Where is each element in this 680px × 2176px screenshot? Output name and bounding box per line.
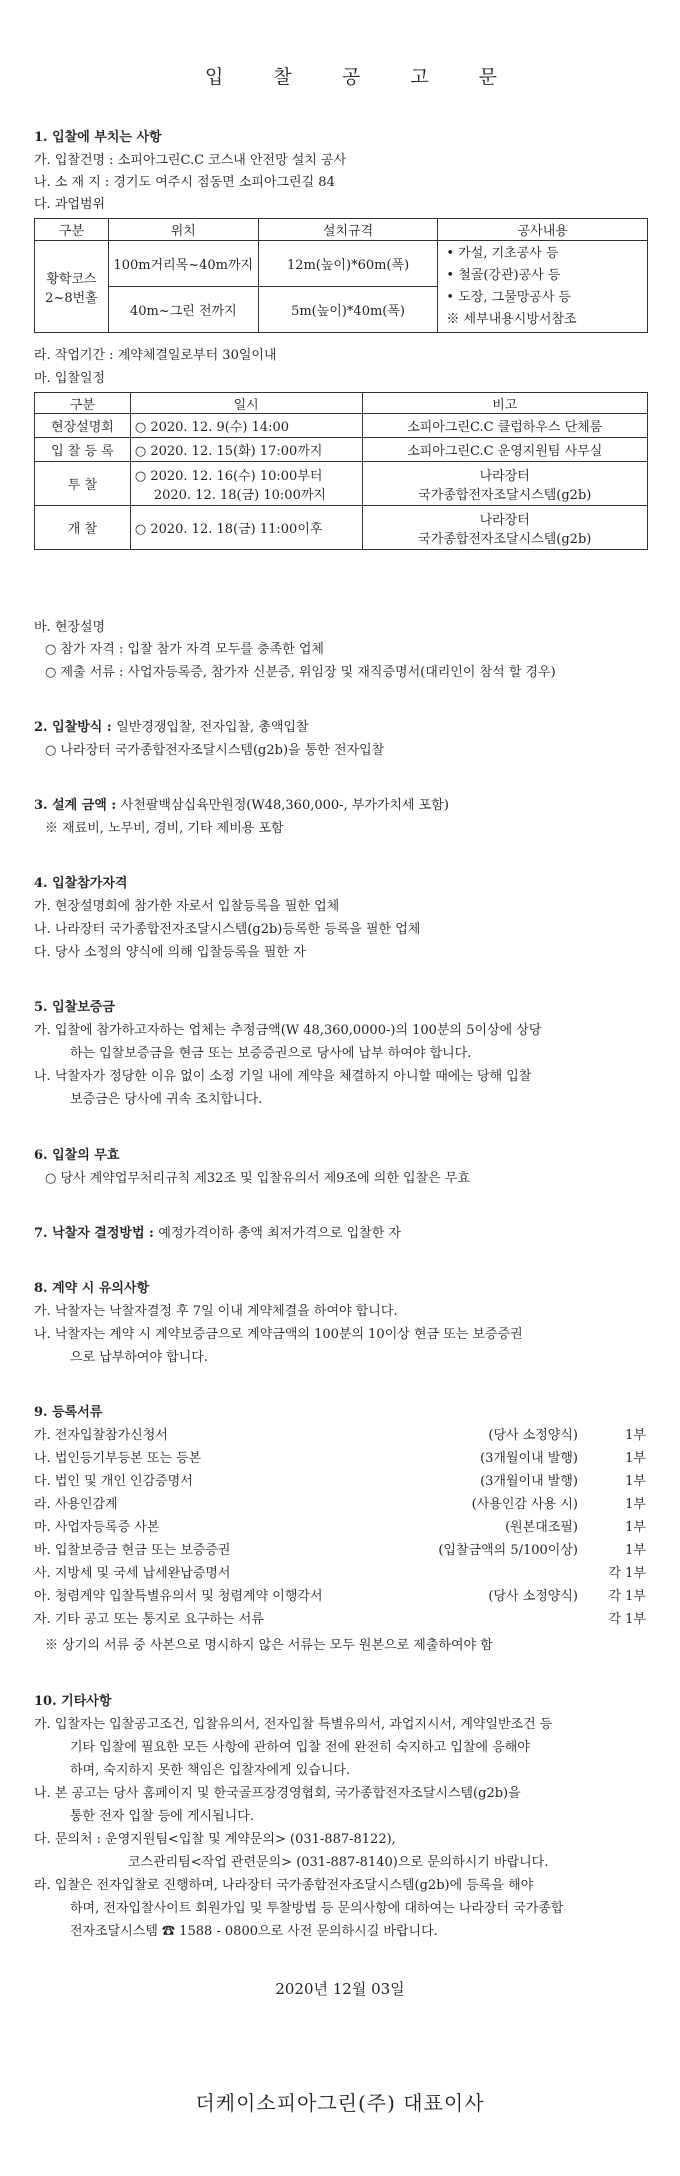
bid-bond-item-cont: 보증금은 당사에 귀속 조치합니다. <box>70 1092 263 1107</box>
document-item-note: (입찰금액의 5/100이상) <box>438 1543 578 1558</box>
schedule-header-category: 구분 <box>35 393 131 414</box>
contract-note: 가. 낙찰자는 낙찰자결정 후 7일 이내 계약체결을 하여야 합니다. <box>34 1304 398 1319</box>
schedule-row-note: 소피아그린C.C 클럽하우스 단체룸 <box>362 414 648 438</box>
document-item-qty: 각 1부 <box>608 1589 646 1604</box>
project-location: 나. 소 재 지 : 경기도 여주시 점동면 소피아그린길 84 <box>34 175 335 190</box>
document-item-label: 라. 사용인감계 <box>34 1497 118 1512</box>
qualification-item: 가. 현장설명회에 참가한 자로서 입찰등록을 필한 업체 <box>34 899 340 914</box>
misc-item: 가. 입찰자는 입찰공고조건, 입찰유의서, 전자입찰 특별유의서, 과업지시서, 계약일반조건 등 <box>34 1717 553 1732</box>
document-item-note: (당사 소정양식) <box>488 1428 578 1443</box>
schedule-row-note <box>362 506 648 550</box>
scope-row-location: 40m~그린 전까지 <box>108 287 258 333</box>
scope-table <box>34 218 648 333</box>
schedule-row <box>35 506 648 550</box>
scope-group-holes: 2~8번홀 <box>45 290 98 306</box>
section-9-heading: 9. 등록서류 <box>34 1405 103 1420</box>
document-item-note: (당사 소정양식) <box>488 1589 578 1604</box>
section-1-heading: 1. 입찰에 부치는 사항 <box>34 130 162 145</box>
bid-bond-item: 나. 낙찰자가 정당한 이유 없이 소정 기일 내에 계약을 체결하지 아니할 때에는 당해 입찰 <box>34 1069 532 1084</box>
section-10-heading: 10. 기타사항 <box>34 1694 112 1709</box>
scope-work-note: ※ 세부내용시방서참조 <box>446 311 577 327</box>
schedule-row-label: 입 찰 등 록 <box>35 438 131 462</box>
bid-bond-item: 가. 입찰에 참가하고자하는 업체는 추정금액(W 48,360,0000-)의 100분의 5이상에 상당 <box>34 1023 542 1038</box>
section-3-label: 3. 설계 금액 : <box>34 798 117 813</box>
schedule-row-note: 소피아그린C.C 운영지원팀 사무실 <box>362 438 648 462</box>
section-7-value: 예정가격이하 총액 최저가격으로 입찰한 자 <box>158 1226 401 1241</box>
section-2-label: 2. 입찰방식 : <box>34 720 112 735</box>
document-item-qty: 1부 <box>625 1520 646 1535</box>
schedule-row-note <box>362 462 648 506</box>
page-title: 입 찰 공 고 문 <box>205 66 519 88</box>
schedule-header-note: 비고 <box>362 393 648 414</box>
misc-item: 라. 입찰은 전자입찰로 진행하며, 나라장터 국가종합전자조달시스템(g2b)에 등록을 해야 <box>34 1878 534 1893</box>
section-7-heading <box>34 1222 401 1241</box>
schedule-note-line: 국가종합전자조달시스템(g2b) <box>418 487 592 503</box>
invalid-bid-item: ○ 당사 계약업무처리규칙 제32조 및 입찰유의서 제9조에 의한 입찰은 무효 <box>45 1171 470 1186</box>
documents-note: ※ 상기의 서류 중 사본으로 명시하지 않은 서류는 모두 원본으로 제출하여야 함 <box>45 1638 493 1653</box>
contract-note-cont: 으로 납부하여야 합니다. <box>70 1350 208 1365</box>
document-item-label: 바. 입찰보증금 현금 또는 보증증권 <box>34 1543 231 1558</box>
section-3-heading <box>34 794 449 813</box>
design-amount-note: ※ 재료비, 노무비, 경비, 기타 제비용 포함 <box>45 821 284 836</box>
scope-work-cell <box>438 241 648 333</box>
misc-item-cont: 전자조달시스템 ☎ 1588 - 0800으로 사전 문의하시길 바랍니다. <box>70 1924 438 1939</box>
section-4-heading: 4. 입찰참가자격 <box>34 876 128 891</box>
schedule-note-line: 나라장터 <box>479 468 530 484</box>
site-briefing-documents: ○ 제출 서류 : 사업자등록증, 참가자 신분증, 위임장 및 재직증명서(대리인이 참석 할 경우) <box>45 665 556 680</box>
scope-row-spec: 12m(높이)*60m(폭) <box>258 241 438 287</box>
section-6-heading: 6. 입찰의 무효 <box>34 1148 120 1163</box>
bid-method-detail: ○ 나라장터 국가종합전자조달시스템(g2b)을 통한 전자입찰 <box>45 743 385 758</box>
section-2-value: 일반경쟁입찰, 전자입찰, 총액입찰 <box>116 720 309 735</box>
scope-work-item: • 가설, 기초공사 등 <box>446 245 559 261</box>
site-briefing-eligibility: ○ 참가 자격 : 입찰 참가 자격 모두를 충족한 업체 <box>45 642 324 657</box>
scope-row-spec: 5m(높이)*40m(폭) <box>258 287 438 333</box>
document-item-label: 다. 법인 및 개인 인감증명서 <box>34 1474 193 1489</box>
scope-group-course: 황학코스 <box>46 271 97 287</box>
document-item-note: (원본대조필) <box>505 1520 578 1535</box>
schedule-row-time: ○ 2020. 12. 15(화) 17:00까지 <box>130 438 362 462</box>
schedule-label: 마. 입찰일정 <box>34 371 106 386</box>
document-item-qty: 1부 <box>625 1428 646 1443</box>
document-item-note: (사용인감 사용 시) <box>471 1497 578 1512</box>
schedule-table <box>34 392 648 550</box>
section-5-heading: 5. 입찰보증금 <box>34 1000 115 1015</box>
section-3-value: 사천팔백삼십육만원정(W48,360,000-, 부가가치세 포함) <box>120 798 449 813</box>
section-7-label: 7. 낙찰자 결정방법 : <box>34 1226 154 1241</box>
misc-item-cont: 코스관리팀<작업 관련문의> (031-887-8140)으로 문의하시기 바랍니다. <box>128 1855 549 1870</box>
scope-work-item: • 철골(강관)공사 등 <box>446 267 561 283</box>
schedule-row-time: ○ 2020. 12. 9(수) 14:00 <box>130 414 362 438</box>
schedule-row <box>35 462 648 506</box>
document-item-label: 가. 전자입찰참가신청서 <box>34 1428 168 1443</box>
document-item-qty: 1부 <box>625 1451 646 1466</box>
schedule-row-label: 개 찰 <box>35 506 131 550</box>
scope-header-location: 위치 <box>108 219 258 241</box>
misc-item-cont: 하며, 숙지하지 못한 책임은 입찰자에게 있습니다. <box>70 1763 351 1778</box>
document-item-label: 아. 청렴계약 입찰특별유의서 및 청렴계약 이행각서 <box>34 1589 323 1604</box>
project-name: 가. 입찰건명 : 소피아그린C.C 코스내 안전망 설치 공사 <box>34 153 347 168</box>
work-period: 라. 작업기간 : 계약체결일로부터 30일이내 <box>34 348 277 363</box>
misc-item-cont: 통한 전자 입찰 등에 게시됩니다. <box>70 1809 254 1824</box>
section-2-heading <box>34 716 309 735</box>
schedule-row <box>35 414 648 438</box>
site-briefing-label: 바. 현장설명 <box>34 620 106 635</box>
document-item-label: 마. 사업자등록증 사본 <box>34 1520 160 1535</box>
document-item-label: 나. 법인등기부등본 또는 등본 <box>34 1451 202 1466</box>
misc-item: 나. 본 공고는 당사 홈페이지 및 한국골프장경영협회, 국가종합전자조달시스템(g2b)을 <box>34 1786 521 1801</box>
misc-item: 다. 문의처 : 운영지원팀<입찰 및 계약문의> (031-887-8122), <box>34 1832 396 1847</box>
schedule-row-time: ○ 2020. 12. 18(금) 11:00이후 <box>130 506 362 550</box>
document-item-qty: 각 1부 <box>608 1612 646 1627</box>
qualification-item: 다. 당사 소정의 양식에 의해 입찰등록을 필한 자 <box>34 945 306 960</box>
schedule-row-time <box>130 462 362 506</box>
notice-date: 2020년 12월 03일 <box>275 1980 405 1998</box>
section-8-heading: 8. 계약 시 유의사항 <box>34 1281 150 1296</box>
scope-header-work: 공사내용 <box>438 219 648 241</box>
company-signature: 더케이소피아그린(주) 대표이사 <box>195 2091 485 2115</box>
schedule-header-time: 일시 <box>130 393 362 414</box>
scope-row-location: 100m거리목~40m까지 <box>108 241 258 287</box>
schedule-time-line: 2020. 12. 18(금) 10:00까지 <box>153 487 326 503</box>
contract-note: 나. 낙찰자는 계약 시 계약보증금으로 계약금액의 100분의 10이상 현금 또는 보증증권 <box>34 1327 523 1342</box>
schedule-row-label: 현장설명회 <box>35 414 131 438</box>
document-item-qty: 1부 <box>625 1474 646 1489</box>
scope-header-category: 구분 <box>35 219 109 241</box>
schedule-row <box>35 438 648 462</box>
scope-label: 다. 과업범위 <box>34 197 106 212</box>
schedule-note-line: 나라장터 <box>479 512 530 528</box>
misc-item-cont: 기타 입찰에 필요한 모든 사항에 관하여 입찰 전에 완전히 숙지하고 입찰에 응해야 <box>70 1740 530 1755</box>
document-item-qty: 1부 <box>625 1497 646 1512</box>
scope-header-spec: 설치규격 <box>258 219 438 241</box>
bid-bond-item-cont: 하는 입찰보증금을 현금 또는 보증증권으로 당사에 납부 하여야 합니다. <box>70 1046 472 1061</box>
scope-group-cell <box>35 241 109 333</box>
document-item-label: 사. 지방세 및 국세 납세완납증명서 <box>34 1566 231 1581</box>
qualification-item: 나. 나라장터 국가종합전자조달시스템(g2b)등록한 등록을 필한 업체 <box>34 922 421 937</box>
schedule-note-line: 국가종합전자조달시스템(g2b) <box>418 531 592 547</box>
schedule-time-line: ○ 2020. 12. 16(수) 10:00부터 <box>134 468 323 484</box>
document-item-note: (3개월이내 발행) <box>480 1451 578 1466</box>
document-item-note: (3개월이내 발행) <box>480 1474 578 1489</box>
schedule-row-label: 투 찰 <box>35 462 131 506</box>
scope-work-item: • 도장, 그물망공사 등 <box>446 289 572 305</box>
misc-item-cont: 하며, 전자입찰사이트 회원가입 및 투찰방법 등 문의사항에 대하여는 나라장터 국가종합 <box>70 1901 564 1916</box>
document-item-label: 자. 기타 공고 또는 통지로 요구하는 서류 <box>34 1612 264 1627</box>
document-item-qty: 각 1부 <box>608 1566 646 1581</box>
document-item-qty: 1부 <box>625 1543 646 1558</box>
